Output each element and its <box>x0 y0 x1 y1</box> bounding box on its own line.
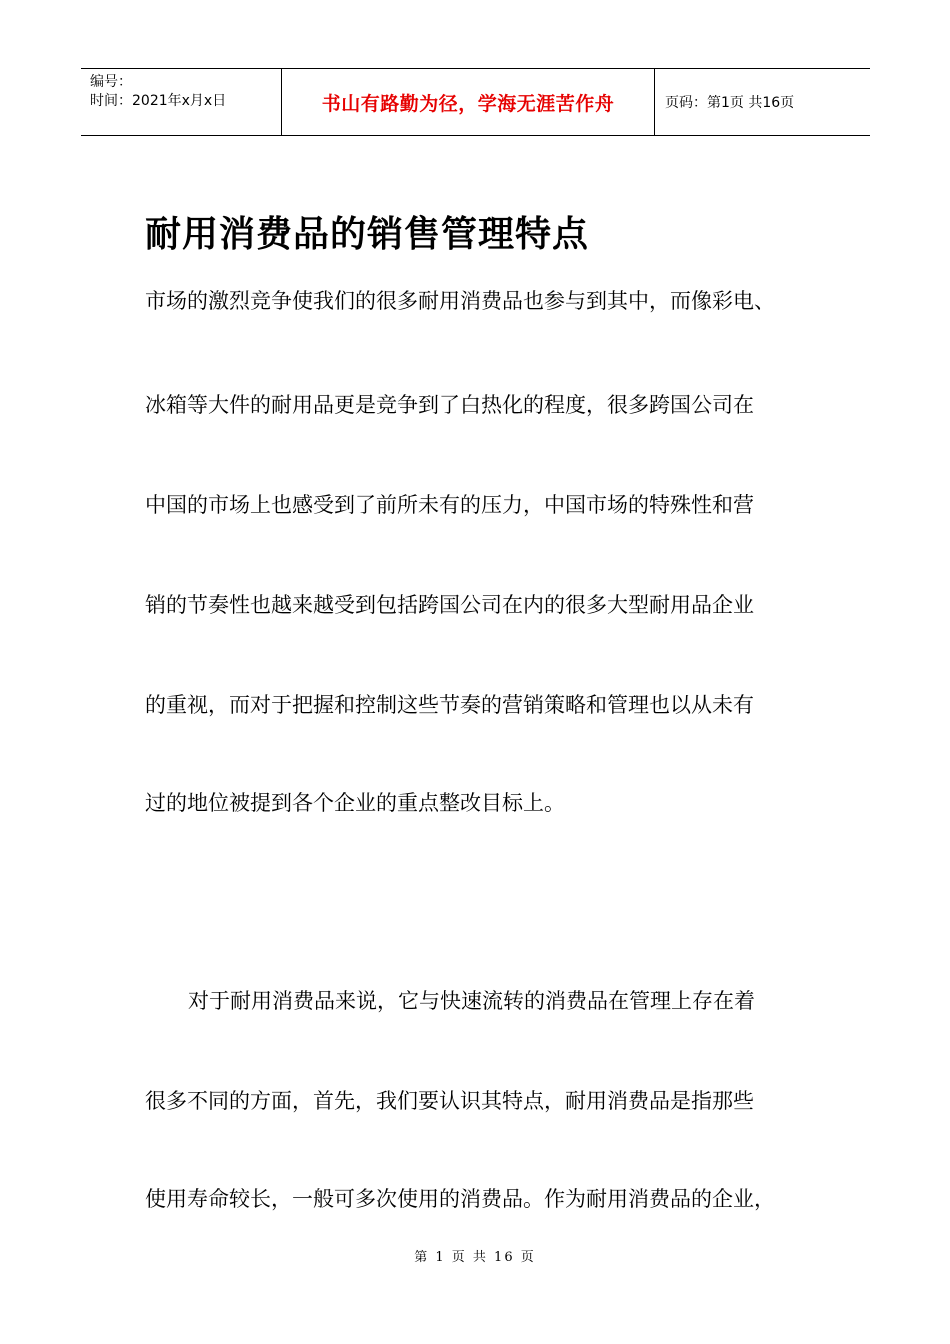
body-line-8: 很多不同的方面，首先，我们要认识其特点，耐用消费品是指那些 <box>145 1089 754 1113</box>
body-line-6: 过的地位被提到各个企业的重点整改目标上。 <box>145 791 565 815</box>
body-line-3: 中国的市场上也感受到了前所未有的压力，中国市场的特殊性和营 <box>145 493 754 517</box>
page-footer: 第 1 页 共 16 页 <box>414 1250 536 1265</box>
header-meta-cell <box>81 69 281 135</box>
header-motto-cell <box>281 69 655 135</box>
body-line-1: 市场的激烈竞争使我们的很多耐用消费品也参与到其中，而像彩电、 <box>145 289 775 313</box>
body-line-4: 销的节奏性也越来越受到包括跨国公司在内的很多大型耐用品企业 <box>145 593 754 617</box>
body-line-5: 的重视，而对于把握和控制这些节奏的营销策略和管理也以从未有 <box>145 693 754 717</box>
header-page-cell <box>655 69 870 135</box>
document-title: 耐用消费品的销售管理特点 <box>145 214 590 255</box>
page-info: 页码：第1页 共16页 <box>665 95 795 111</box>
time-label: 时间：2021年x月x日 <box>90 93 227 109</box>
body-line-7: 对于耐用消费品来说，它与快速流转的消费品在管理上存在着 <box>188 989 755 1013</box>
body-line-2: 冰箱等大件的耐用品更是竞争到了白热化的程度，很多跨国公司在 <box>145 393 754 417</box>
document-header <box>81 68 870 136</box>
number-label: 编号： <box>90 74 132 90</box>
motto-text: 书山有路勤为径，学海无涯苦作舟 <box>321 92 615 115</box>
body-line-9: 使用寿命较长，一般可多次使用的消费品。作为耐用消费品的企业， <box>145 1187 775 1211</box>
